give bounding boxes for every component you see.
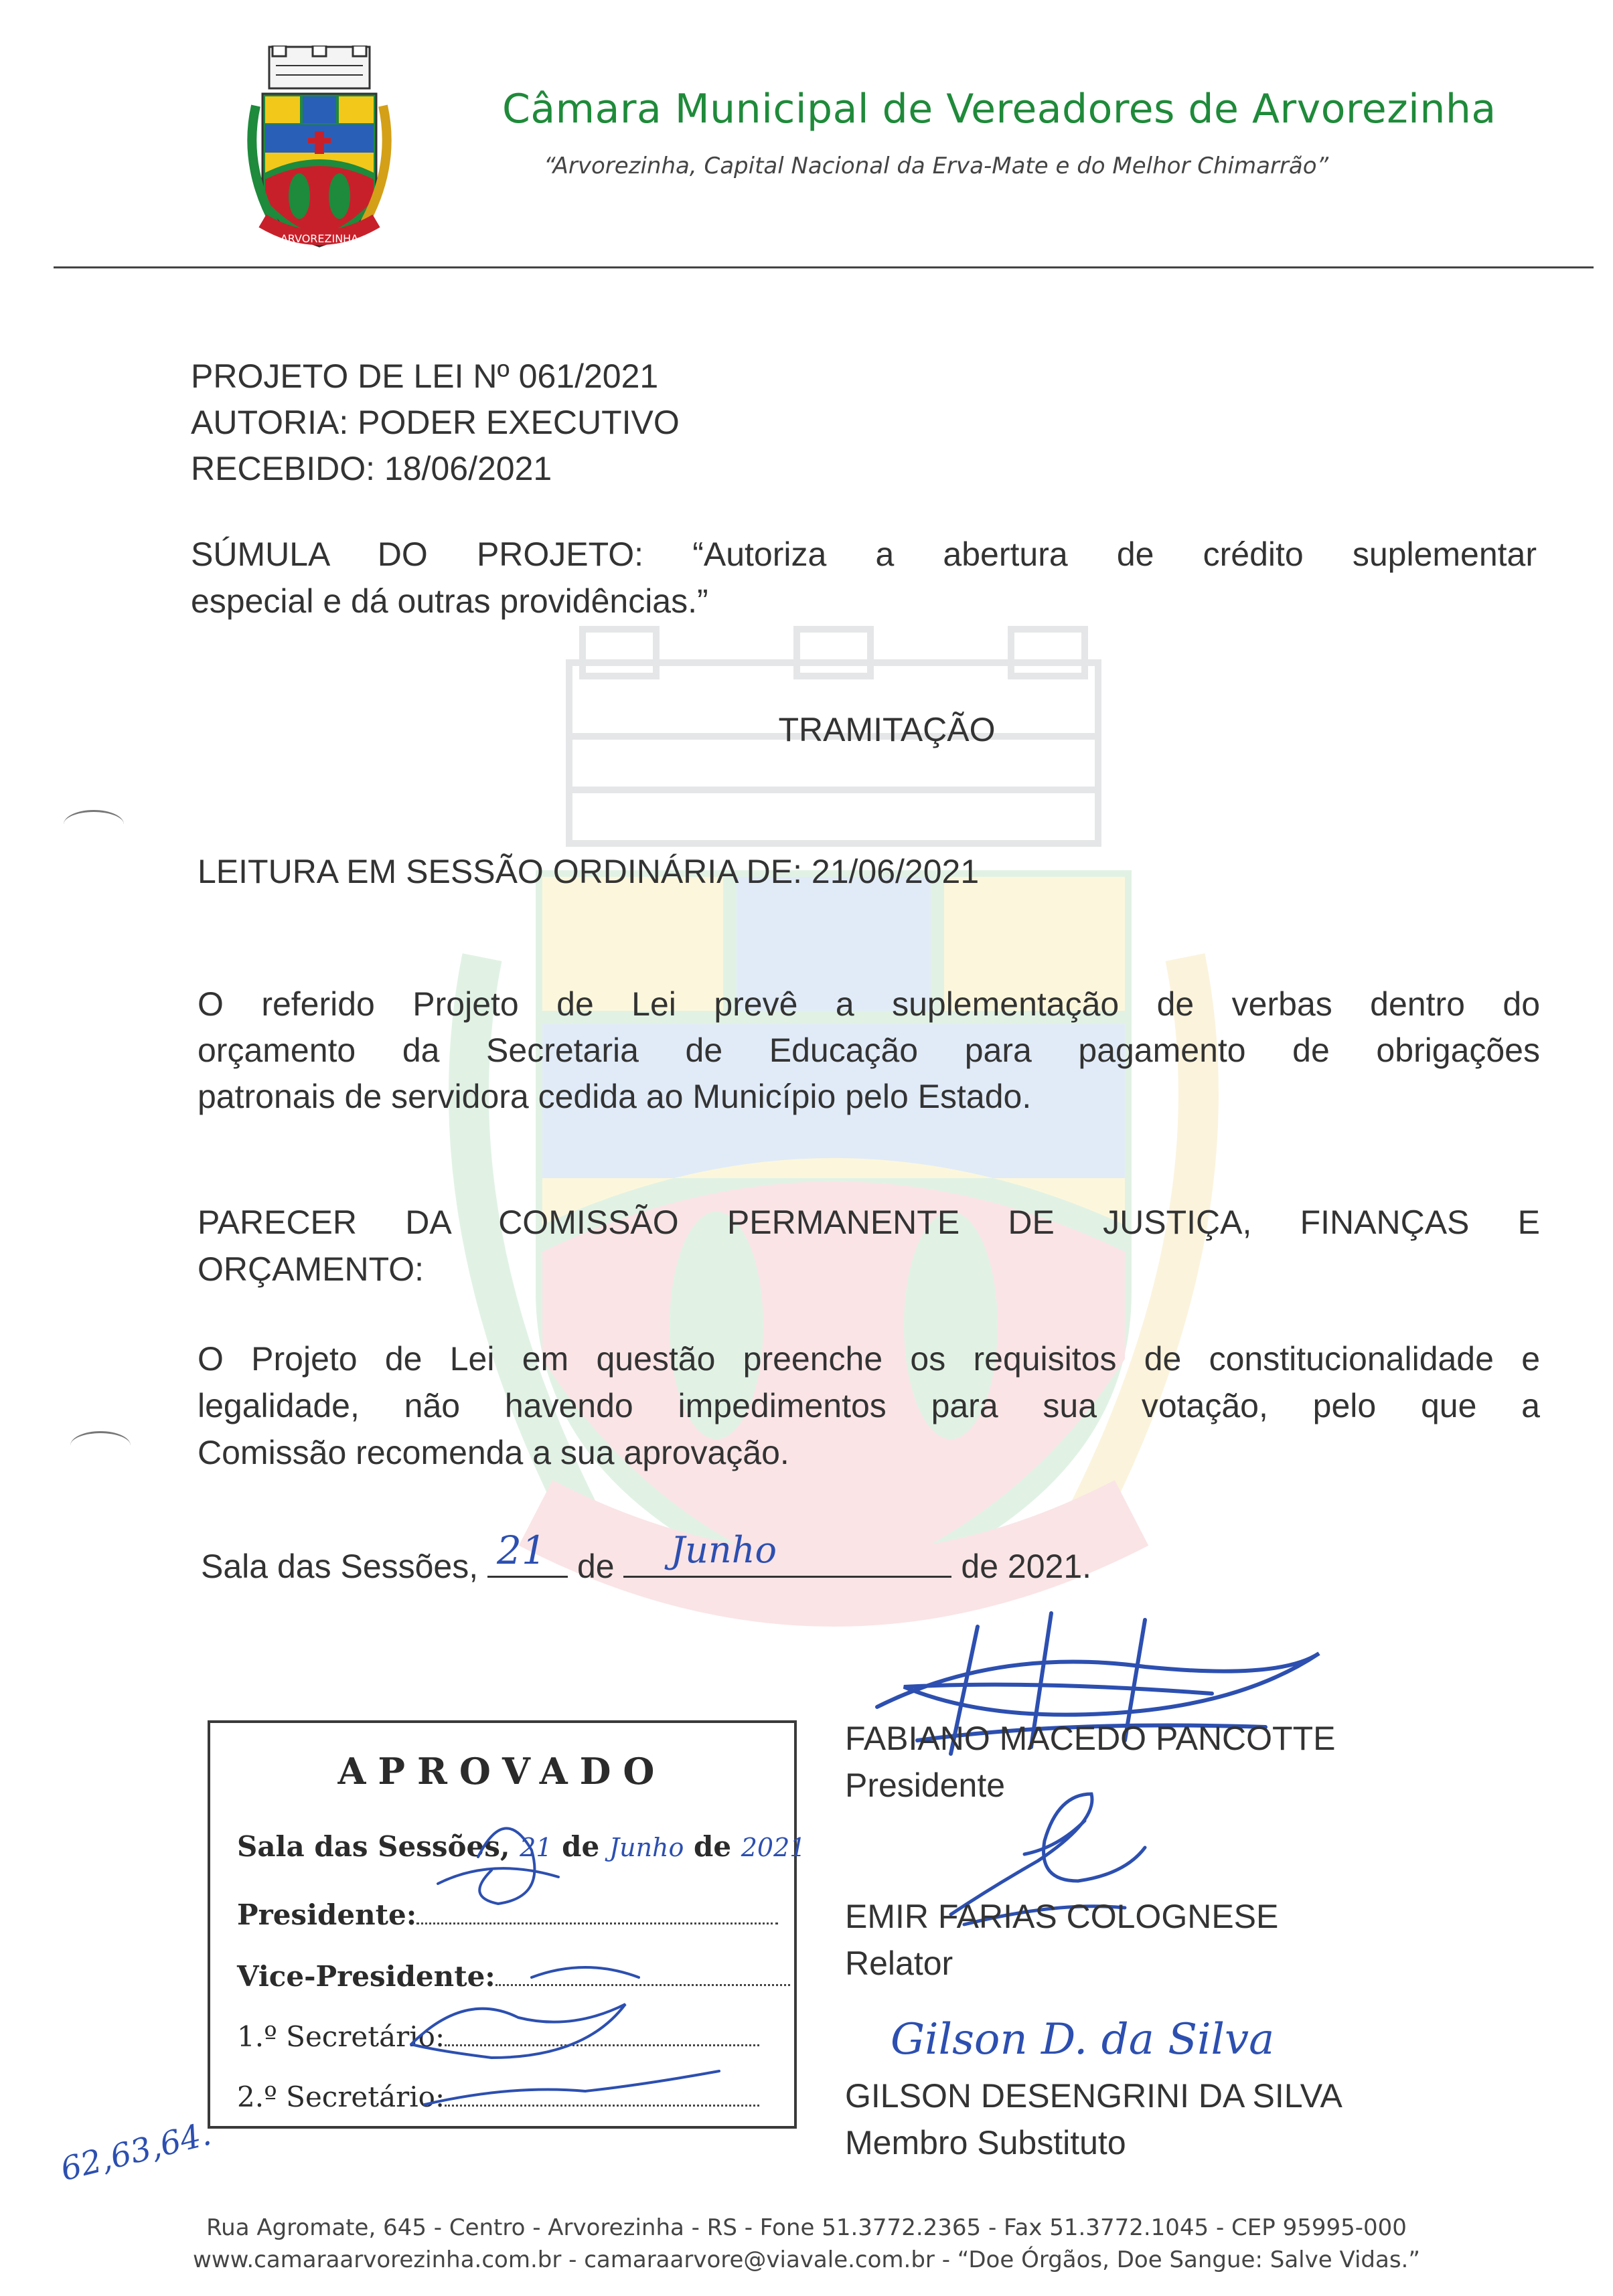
- session-prefix: Sala das Sessões,: [201, 1548, 479, 1585]
- description-line2: orçamento da Secretaria de Educação para pagamento de obrigações: [198, 1032, 1540, 1069]
- session-date-line: [201, 1528, 1092, 1589]
- opinion-text-line2: legalidade, não havendo impedimentos para sua votação, pelo que a: [198, 1387, 1540, 1424]
- signatory-role-rapporteur: Relator: [845, 1945, 953, 1982]
- opinion-text-line3: Comissão recomenda a sua aprovação.: [198, 1434, 789, 1471]
- organization-motto: “Arvorezinha, Capital Nacional da Erva-Mate e do Melhor Chimarrão”: [544, 153, 1329, 179]
- punch-hole-mark: [64, 810, 124, 839]
- description-line1: O referido Projeto de Lei prevê a suplementação de verbas dentro do: [198, 985, 1540, 1023]
- session-day-blank: [487, 1528, 568, 1578]
- municipal-crest-logo: [236, 46, 403, 254]
- session-month-handwritten: Junho: [670, 1529, 777, 1571]
- organization-name: Câmara Municipal de Vereadores de Arvorezinha: [502, 86, 1496, 133]
- crest-watermark: [415, 623, 1252, 1667]
- project-summary-line1: SÚMULA DO PROJETO: “Autoriza a abertura de crédito suplementar: [191, 536, 1537, 573]
- tramitacao-heading: TRAMITAÇÃO: [778, 711, 996, 748]
- signatory-name-member: GILSON DESENGRINI DA SILVA: [845, 2077, 1342, 2115]
- stamp-first-secretary-label: 1.º Secretário:: [237, 2020, 445, 2053]
- description-line3: patronais de servidora cedida ao Município pelo Estado.: [198, 1078, 1032, 1115]
- stamp-day-handwritten: 21: [520, 1833, 552, 1862]
- signatory-name-president: FABIANO MACEDO PANCOTTE: [845, 1720, 1336, 1757]
- footer-address: Rua Agromate, 645 - Centro - Arvorezinha - RS - Fone 51.3772.2365 - Fax 51.3772.1045 - CEP 95995-000: [206, 2214, 1407, 2241]
- stamp-president-label: Presidente:: [237, 1898, 417, 1931]
- header-divider: [54, 266, 1594, 268]
- member-handwritten-signature: Gilson D. da Silva: [891, 2015, 1275, 2064]
- session-year: de 2021.: [961, 1548, 1092, 1585]
- project-number: PROJETO DE LEI Nº 061/2021: [191, 357, 659, 395]
- opinion-text-line1: O Projeto de Lei em questão preenche os requisitos de constitucionalidade e: [198, 1340, 1540, 1378]
- stamp-signatures: [210, 1723, 799, 2131]
- opinion-heading-line1: PARECER DA COMISSÃO PERMANENTE DE JUSTIÇA, FINANÇAS E: [198, 1204, 1540, 1241]
- footer-contacts: www.camaraarvorezinha.com.br - camaraarvore@viavale.com.br - “Doe Órgãos, Doe Sangue: Salve Vidas.”: [193, 2246, 1420, 2273]
- stamp-title: APROVADO: [337, 1750, 667, 1793]
- stamp-month-handwritten: Junho: [609, 1833, 684, 1862]
- session-de: de: [577, 1548, 615, 1585]
- signatory-role-president: Presidente: [845, 1767, 1006, 1804]
- opinion-heading-line2: ORÇAMENTO:: [198, 1250, 424, 1288]
- margin-handwritten-note: 62,63,64.: [57, 2115, 215, 2189]
- stamp-de2-label: de: [694, 1830, 732, 1863]
- approved-stamp: [208, 1720, 806, 2129]
- signatory-name-rapporteur: EMIR FARIAS COLOGNESE: [845, 1898, 1279, 1935]
- svg-text:ARVOREZINHA: ARVOREZINHA: [280, 232, 359, 245]
- project-summary-line2: especial e dá outras providências.”: [191, 582, 708, 620]
- stamp-year-handwritten: 2021: [741, 1833, 806, 1862]
- reading-session-date: LEITURA EM SESSÃO ORDINÁRIA DE: 21/06/2021: [198, 853, 980, 890]
- punch-hole-mark: [70, 1431, 131, 1460]
- session-day-handwritten: 21: [497, 1528, 546, 1573]
- stamp-de-label: de: [562, 1830, 600, 1863]
- project-author: AUTORIA: PODER EXECUTIVO: [191, 404, 680, 441]
- project-received-date: RECEBIDO: 18/06/2021: [191, 450, 552, 487]
- stamp-session-label: Sala das Sessões,: [237, 1830, 510, 1863]
- stamp-vice-president-label: Vice-Presidente:: [237, 1960, 495, 1993]
- signatory-role-member: Membro Substituto: [845, 2124, 1126, 2161]
- session-month-blank: [623, 1529, 951, 1578]
- stamp-second-secretary-label: 2.º Secretário:: [237, 2080, 445, 2113]
